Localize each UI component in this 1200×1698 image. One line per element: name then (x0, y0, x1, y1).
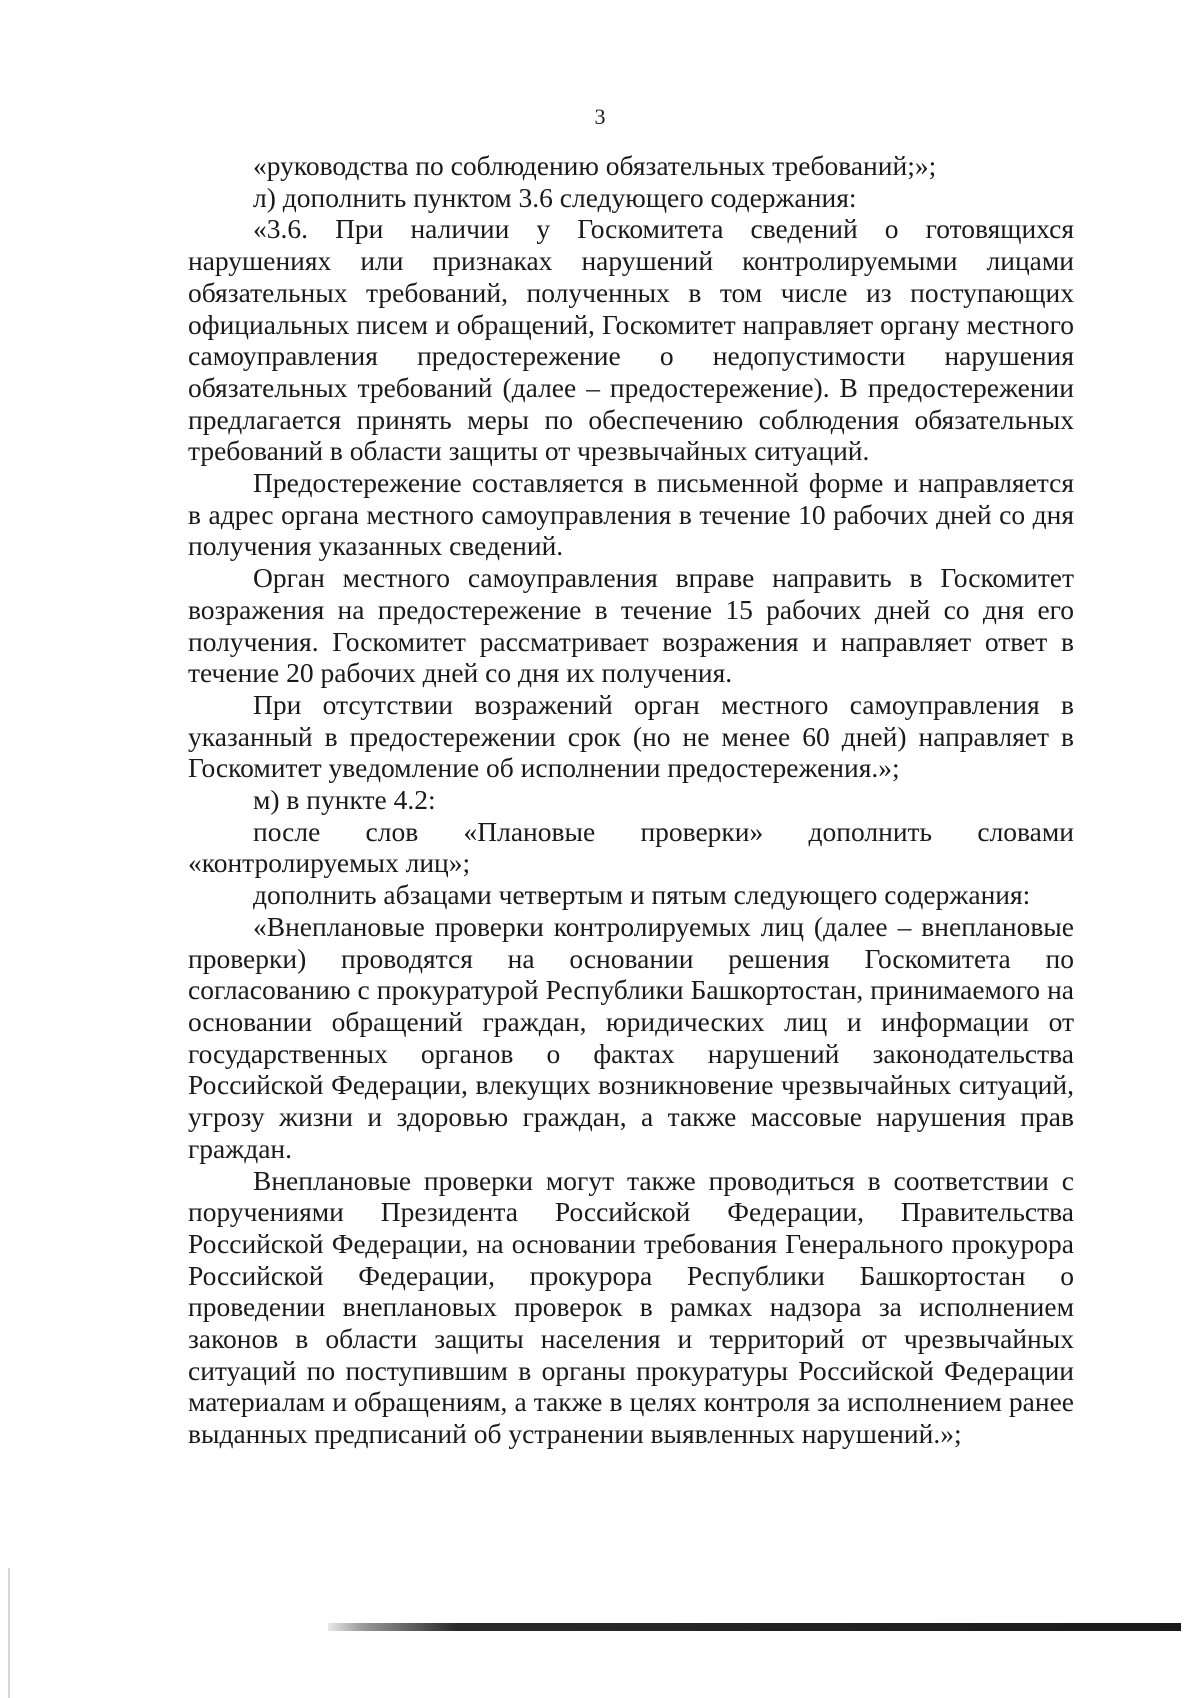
paragraph-after-words: после слов «Плановые проверки» дополнить словами «контролируемых лиц»; (188, 815, 1074, 879)
paragraph-quote-end: «руководства по соблюдению обязательных требований;»; (253, 150, 937, 181)
footer-rule (328, 1623, 1181, 1631)
paragraph-warning-form: Предостережение составляется в письменной форме и направляется в адрес органа местного самоуправления в течение 10 рабочих дней со дня получения указанных сведений. (188, 467, 1074, 562)
document-body (188, 150, 1074, 1450)
paragraph-unscheduled-checks: «Внеплановые проверки контролируемых лиц (далее – внеплановые проверки) проводятся на основании решения Госкомитета по согласованию с прокуратурой Республики Башкортостан, принимаемого на основании обращений граждан, юридических лиц и информации от государственных органов о фактах нарушений законодательства Российской Федерации, влекущих возникновение чрезвычайных ситуаций, угрозу жизни и здоровью граждан, а также массовые нарушения прав граждан. (188, 910, 1074, 1164)
paragraph-no-objections: При отсутствии возражений орган местного самоуправления в указанный в предостережении срок (но не менее 60 дней) направляет в Госкомитет уведомление об исполнении предостережения.»; (188, 688, 1074, 784)
page-number: 3 (594, 104, 606, 129)
paragraph-objections: Орган местного самоуправления вправе направить в Госкомитет возражения на предостережение в течение 15 рабочих дней со дня его получения. Госкомитет рассматривает возражения и направляет ответ в течение 20 рабочих дней со дня их получения. (188, 562, 1074, 689)
paragraph-item-m: м) в пункте 4.2: (253, 784, 436, 816)
paragraph-unscheduled-orders: Внеплановые проверки могут также проводиться в соответствии с поручениями Президента Российской Федерации, Правительства Российской Федерации, на основании требования Генерального прокурора Российской Федерации, прокурора Республики Башкортостан о проведении внеплановых проверок в рамках надзора за исполнением законов в области защиты населения и территорий от чрезвычайных ситуаций по поступившим в органы прокуратуры Российской Федерации материалам и обращениям, а также в целях контроля за исполнением ранее выданных предписаний об устранении выявленных нарушений.»; (188, 1164, 1074, 1450)
paragraph-clause-3-6: «3.6. При наличии у Госкомитета сведений о готовящихся нарушениях или признаках нарушений контролируемыми лицами обязательных требований, полученных в том числе из поступающих официальных писем и обращений, Госкомитет направляет органу местного самоуправления предостережение о недопустимости нарушения обязательных требований (далее – предостережение). В предостережении предлагается принять меры по обеспечению соблюдения обязательных требований в области защиты от чрезвычайных ситуаций. (188, 213, 1074, 467)
scan-margin-mark (8, 1568, 10, 1698)
paragraph-item-l: л) дополнить пунктом 3.6 следующего содержания: (253, 181, 857, 213)
paragraph-add-paragraphs: дополнить абзацами четвертым и пятым следующего содержания: (253, 879, 1031, 911)
